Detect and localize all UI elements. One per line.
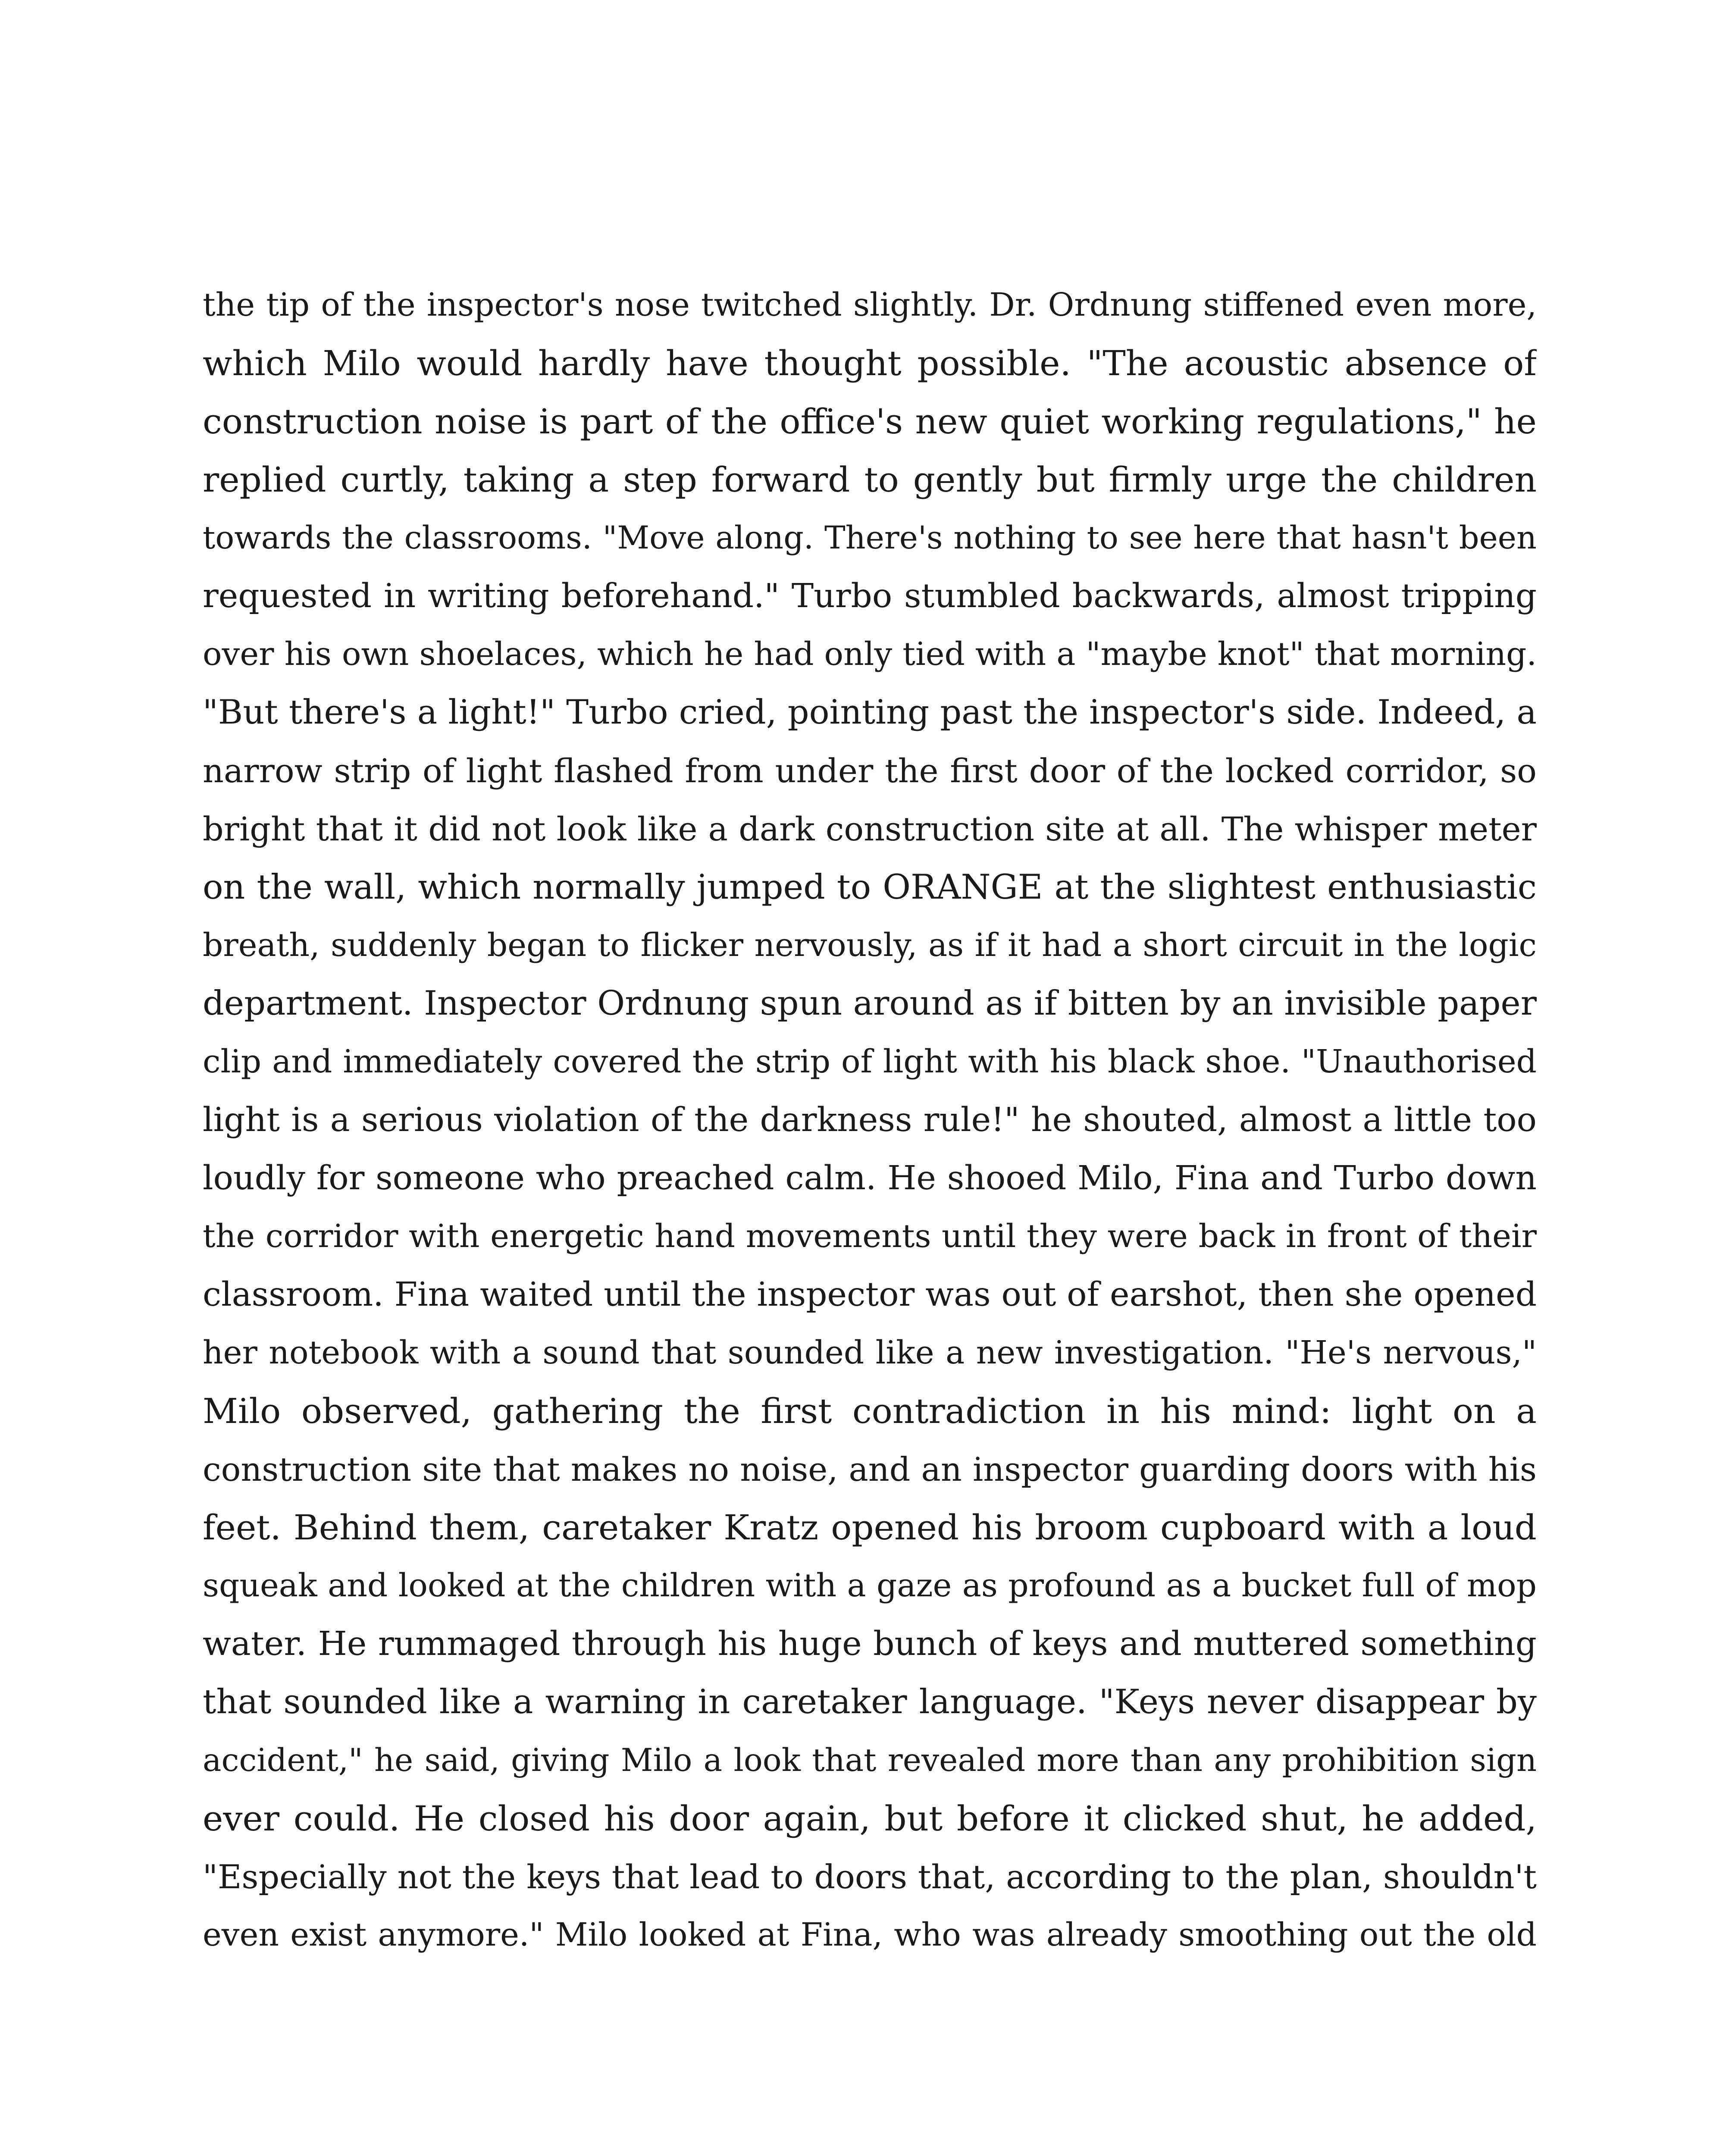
text-line: clip and immediately covered the strip of light with his black shoe. "Unauthorised [203, 1043, 1537, 1080]
body-text [203, 276, 1537, 1964]
text-line: accident," he said, giving Milo a look that revealed more than any prohibition sign [203, 1742, 1537, 1779]
text-line: breath, suddenly began to flicker nervously, as if it had a short circuit in the logic [203, 927, 1537, 964]
text-line: water. He rummaged through his huge bunch of keys and muttered something [203, 1625, 1537, 1663]
text-line: "Especially not the keys that lead to doors that, according to the plan, shouldn't [203, 1858, 1537, 1896]
text-line: over his own shoelaces, which he had only tied with a "maybe knot" that morning. [203, 636, 1537, 673]
text-line: her notebook with a sound that sounded like a new investigation. "He's nervous," [203, 1334, 1537, 1371]
text-line: the tip of the inspector's nose twitched slightly. Dr. Ordnung stiffened even more, [203, 286, 1537, 323]
text-line: feet. Behind them, caretaker Kratz opened his broom cupboard with a loud [203, 1507, 1537, 1548]
text-line: light is a serious violation of the darkness rule!" he shouted, almost a little too [203, 1101, 1537, 1139]
text-line: Milo observed, gathering the first contradiction in his mind: light on a [203, 1391, 1537, 1431]
text-line: replied curtly, taking a step forward to gently but firmly urge the children [203, 460, 1537, 500]
text-line: department. Inspector Ordnung spun around as if bitten by an invisible paper [203, 984, 1537, 1023]
text-line: "But there's a light!" Turbo cried, pointing past the inspector's side. Indeed, a [203, 693, 1537, 732]
text-line: squeak and looked at the children with a gaze as profound as a bucket full of mop [203, 1567, 1537, 1604]
text-line: even exist anymore." Milo looked at Fina, who was already smoothing out the old [203, 1916, 1537, 1953]
text-line: requested in writing beforehand." Turbo stumbled backwards, almost tripping [203, 577, 1537, 615]
text-line: that sounded like a warning in caretaker language. "Keys never disappear by [203, 1683, 1537, 1721]
text-line: construction site that makes no noise, and an inspector guarding doors with his [203, 1450, 1537, 1489]
text-line: which Milo would hardly have thought possible. "The acoustic absence of [203, 343, 1537, 383]
text-line: the corridor with energetic hand movements until they were back in front of their [203, 1218, 1537, 1255]
text-line: classroom. Fina waited until the inspector was out of earshot, then she opened [203, 1275, 1537, 1314]
text-line: ever could. He closed his door again, but before it clicked shut, he added, [203, 1799, 1537, 1839]
text-line: narrow strip of light flashed from under the first door of the locked corridor, so [203, 752, 1537, 790]
text-line: on the wall, which normally jumped to ORANGE at the slightest enthusiastic [203, 867, 1537, 907]
text-line: loudly for someone who preached calm. He shooed Milo, Fina and Turbo down [203, 1159, 1537, 1197]
text-line: bright that it did not look like a dark construction site at all. The whisper meter [203, 810, 1537, 848]
text-line: construction noise is part of the office's new quiet working regulations," he [203, 401, 1537, 442]
text-line: towards the classrooms. "Move along. There's nothing to see here that hasn't been [203, 520, 1537, 556]
